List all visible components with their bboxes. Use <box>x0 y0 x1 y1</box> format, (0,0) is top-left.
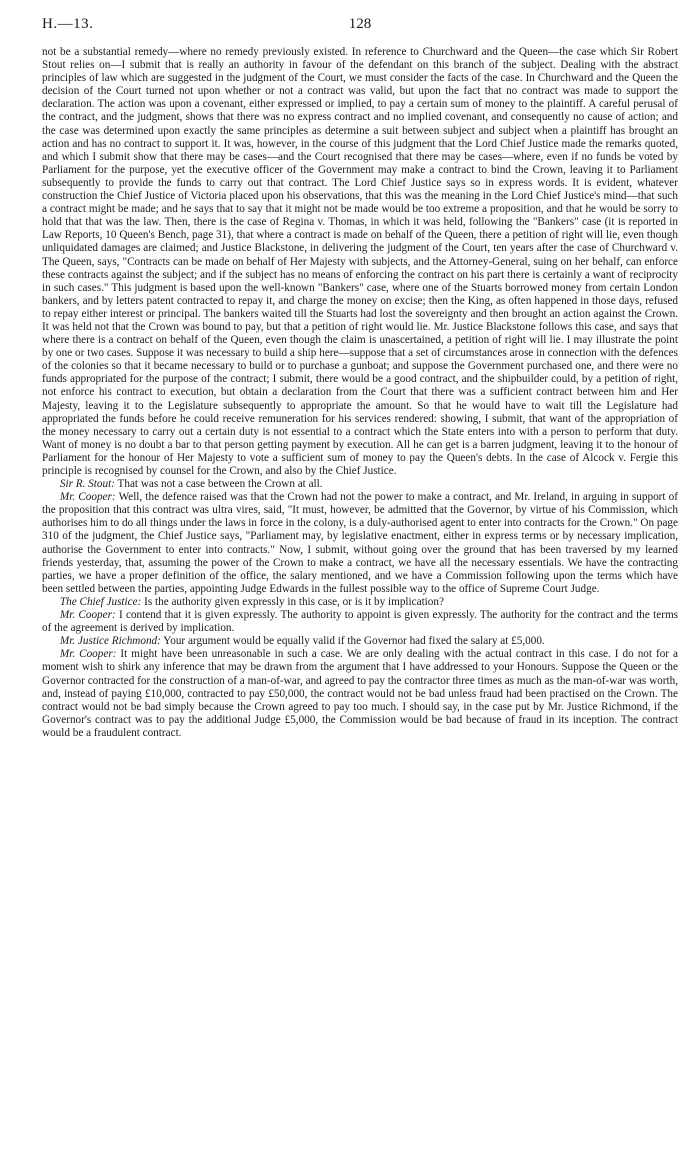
document-body <box>42 46 678 740</box>
speaker-name: The Chief Justice: <box>59 595 142 608</box>
speaker-name: Mr. Cooper: <box>59 491 116 504</box>
page-header <box>42 16 678 46</box>
paragraph <box>42 596 678 609</box>
paragraph-text: not be a substantial remedy—where no remedy previously existed. In reference to Churchward and the Queen—the case which Sir Robert Stout relies on—I submit that is really an authority in favour of the defendant on this branch of the subject. Dealing with the abstract principles of law which are suggested in the judgment of the Court, we must consider the facts of the case. In Churchward and the Queen the decision of the Court turned not upon whether or not a contract was valid, but upon the fact that no contract was made to support the declaration. The action was upon a covenant, either expressed or implied, to pay a certain sum of money to the plaintiff. A careful perusal of the contract, and the judgment, shows that there was no express contract and no implied covenant, and consequently no cause of action; and the case was determined upon exactly the same principles as determine a suit between subject and subject when a plaintiff has brought an action and has no contract to support it. It was, however, in the course of this judgment that the Lord Chief Justice made the remarks quoted, and which I submit show that there may be cases—and the Court recognised that there may be cases—where, even if no funds be voted by Parliament for the purpose, yet the executive officer of the Government may make a contract to bind the Crown, leaving it to Parliament subsequently to provide the funds to carry out that contract. The Lord Chief Justice says so in express words. It is evident, whatever construction the Chief Justice of Victoria placed upon his observations, that this was the meaning in the Lord Chief Justice's mind—that such a contract might be made; and he says that to say that it might not be made would be too extreme a proposition, and that he would be sorry to hold that that was the law. Then, there is the case of Regina v. Thomas, in which it was held, following the "Bankers" case (it is reported in Law Reports, 10 Queen's Bench, page 31), that where a contract is made on behalf of the Queen, there a petition of right will lie, even though unliquidated damages are claimed; and Justice Blackstone, in delivering the judgment of the Court, ten years after the case of Churchward v. The Queen, says, "Contracts can be made on behalf of Her Majesty with subjects, and the Attorney-General, suing on her behalf, can enforce these contracts against the subject; and if the subject has no means of enforcing the contract on his part there is certainly a want of reciprocity in such cases." This judgment is based upon the well-known "Bankers" case, where one of the Stuarts borrowed money from certain London bankers, and by letters patent contracted to repay it, and charge the money on excise; then the King, as often happened in those days, refused to repay either interest or principal. The bankers waited till the Stuarts had lost the sovereignty and then brought an action against the Crown. It was held not that the Crown was bound to pay, but that a petition of right would lie. Mr. Justice Blackstone follows this case, and says that where there is a contract on behalf of the Queen, even though the claim is unascertained, a petition of right will lie. I may illustrate the point by one or two cases. Suppose it was necessary to build a ship here—suppose that a set of circumstances arose in connection with the defences of the colonies so that it became necessary to build or to purchase a gunboat; and suppose the Government purchased one, and there were no funds appropriated for the purpose of the contract; I submit, there would be a good contract, and the shipbuilder could, by a petition of right, not enforce his contract to execution, but obtain a declaration from the Court that there was a sufficient contract between him and Her Majesty, leaving it to the Legislature subsequently to appropriate the amount. So that he would have to wait till the Legislature had appropriated the funds before he could receive remuneration for his services rendered: showing, I submit, that want of the appropriation of the money necessary to carry out a certain duty is not essential to a contract which the State enters into with a person to perform that duty. Want of money is no doubt a bar to that person getting payment by execution. All he can get is a barren judgment, leaving it to the honour of Parliament for the honour of Her Majesty to vote a sufficient sum of money to pay the Queen's debts. In the case of Alcock v. Fergie this principle is recognised by counsel for the Crown, and also by the Chief Justice. <box>42 46 678 477</box>
speaker-name: Mr. Cooper: <box>59 648 117 661</box>
paragraph-text: Is the authority given expressly in this case, or is it by implication? <box>144 595 444 608</box>
page-number: 128 <box>348 16 372 32</box>
paragraph-text: Well, the defence raised was that the Crown had not the power to make a contract, and Mr. Ireland, in arguing in support of the proposition that this contract was ultra vires, said, "It must, however, be admitted that the Governor, by virtue of his Commission, which authorises him to do all things under the laws in force in the colony, is a duly-authorised agent to enter into contracts for the Crown." On page 310 of the judgment, the Chief Justice says, "Parliament may, by legislative enactment, either in express terms or by necessary implication, authorise the Government to enter into contracts." Now, I submit, without going over the ground that has been traversed by my learned friends yesterday, that, assuming the power of the Crown to make a contract, we have all the necessary essentials. We have the contracting parties, we have a proper definition of the office, the salary mentioned, and we have a Commission following upon the terms which have been settled between the parties, appointing Judge Edwards in the fullest possible way to the office of Supreme Court Judge. <box>42 491 678 595</box>
paragraph <box>42 609 678 635</box>
speaker-name: Mr. Justice Richmond: <box>59 635 161 648</box>
paragraph <box>42 635 678 648</box>
document-reference: H.—13. <box>42 16 94 32</box>
paragraph-text: That was not a case between the Crown at all. <box>117 478 323 491</box>
speaker-name: Mr. Cooper: <box>59 609 116 622</box>
paragraph <box>42 46 678 478</box>
paragraph <box>42 491 678 596</box>
paragraph-text: It might have been unreasonable in such a case. We are only dealing with the actual contract in this case. I do not for a moment wish to shirk any inference that may be drawn from the argument that I have addressed to your Honours. Suppose the Queen or the Governor contracted for the construction of a man-of-war, and agreed to pay the contractor three times as much as the man-of-war was worth, and, instead of paying £10,000, contracted to pay £50,000, the contract would not be bad unless fraud had been practised on the Crown. The contract would not be bad simply because the Crown agreed to pay too much. I should say, in the case put by Mr. Justice Richmond, if the Governor's contract was to pay the additional Judge £5,000, the Commission would be bad because of fraud in its inception. The contract would be a fraudulent contract. <box>42 648 678 739</box>
paragraph <box>42 648 678 740</box>
paragraph <box>42 478 678 491</box>
paragraph-text: Your argument would be equally valid if the Governor had fixed the salary at £5,000. <box>163 635 545 648</box>
paragraph-text: I contend that it is given expressly. The authority to appoint is given expressly. The authority for the contract and the terms of the agreement is derived by implication. <box>42 609 678 635</box>
speaker-name: Sir R. Stout: <box>59 478 115 491</box>
